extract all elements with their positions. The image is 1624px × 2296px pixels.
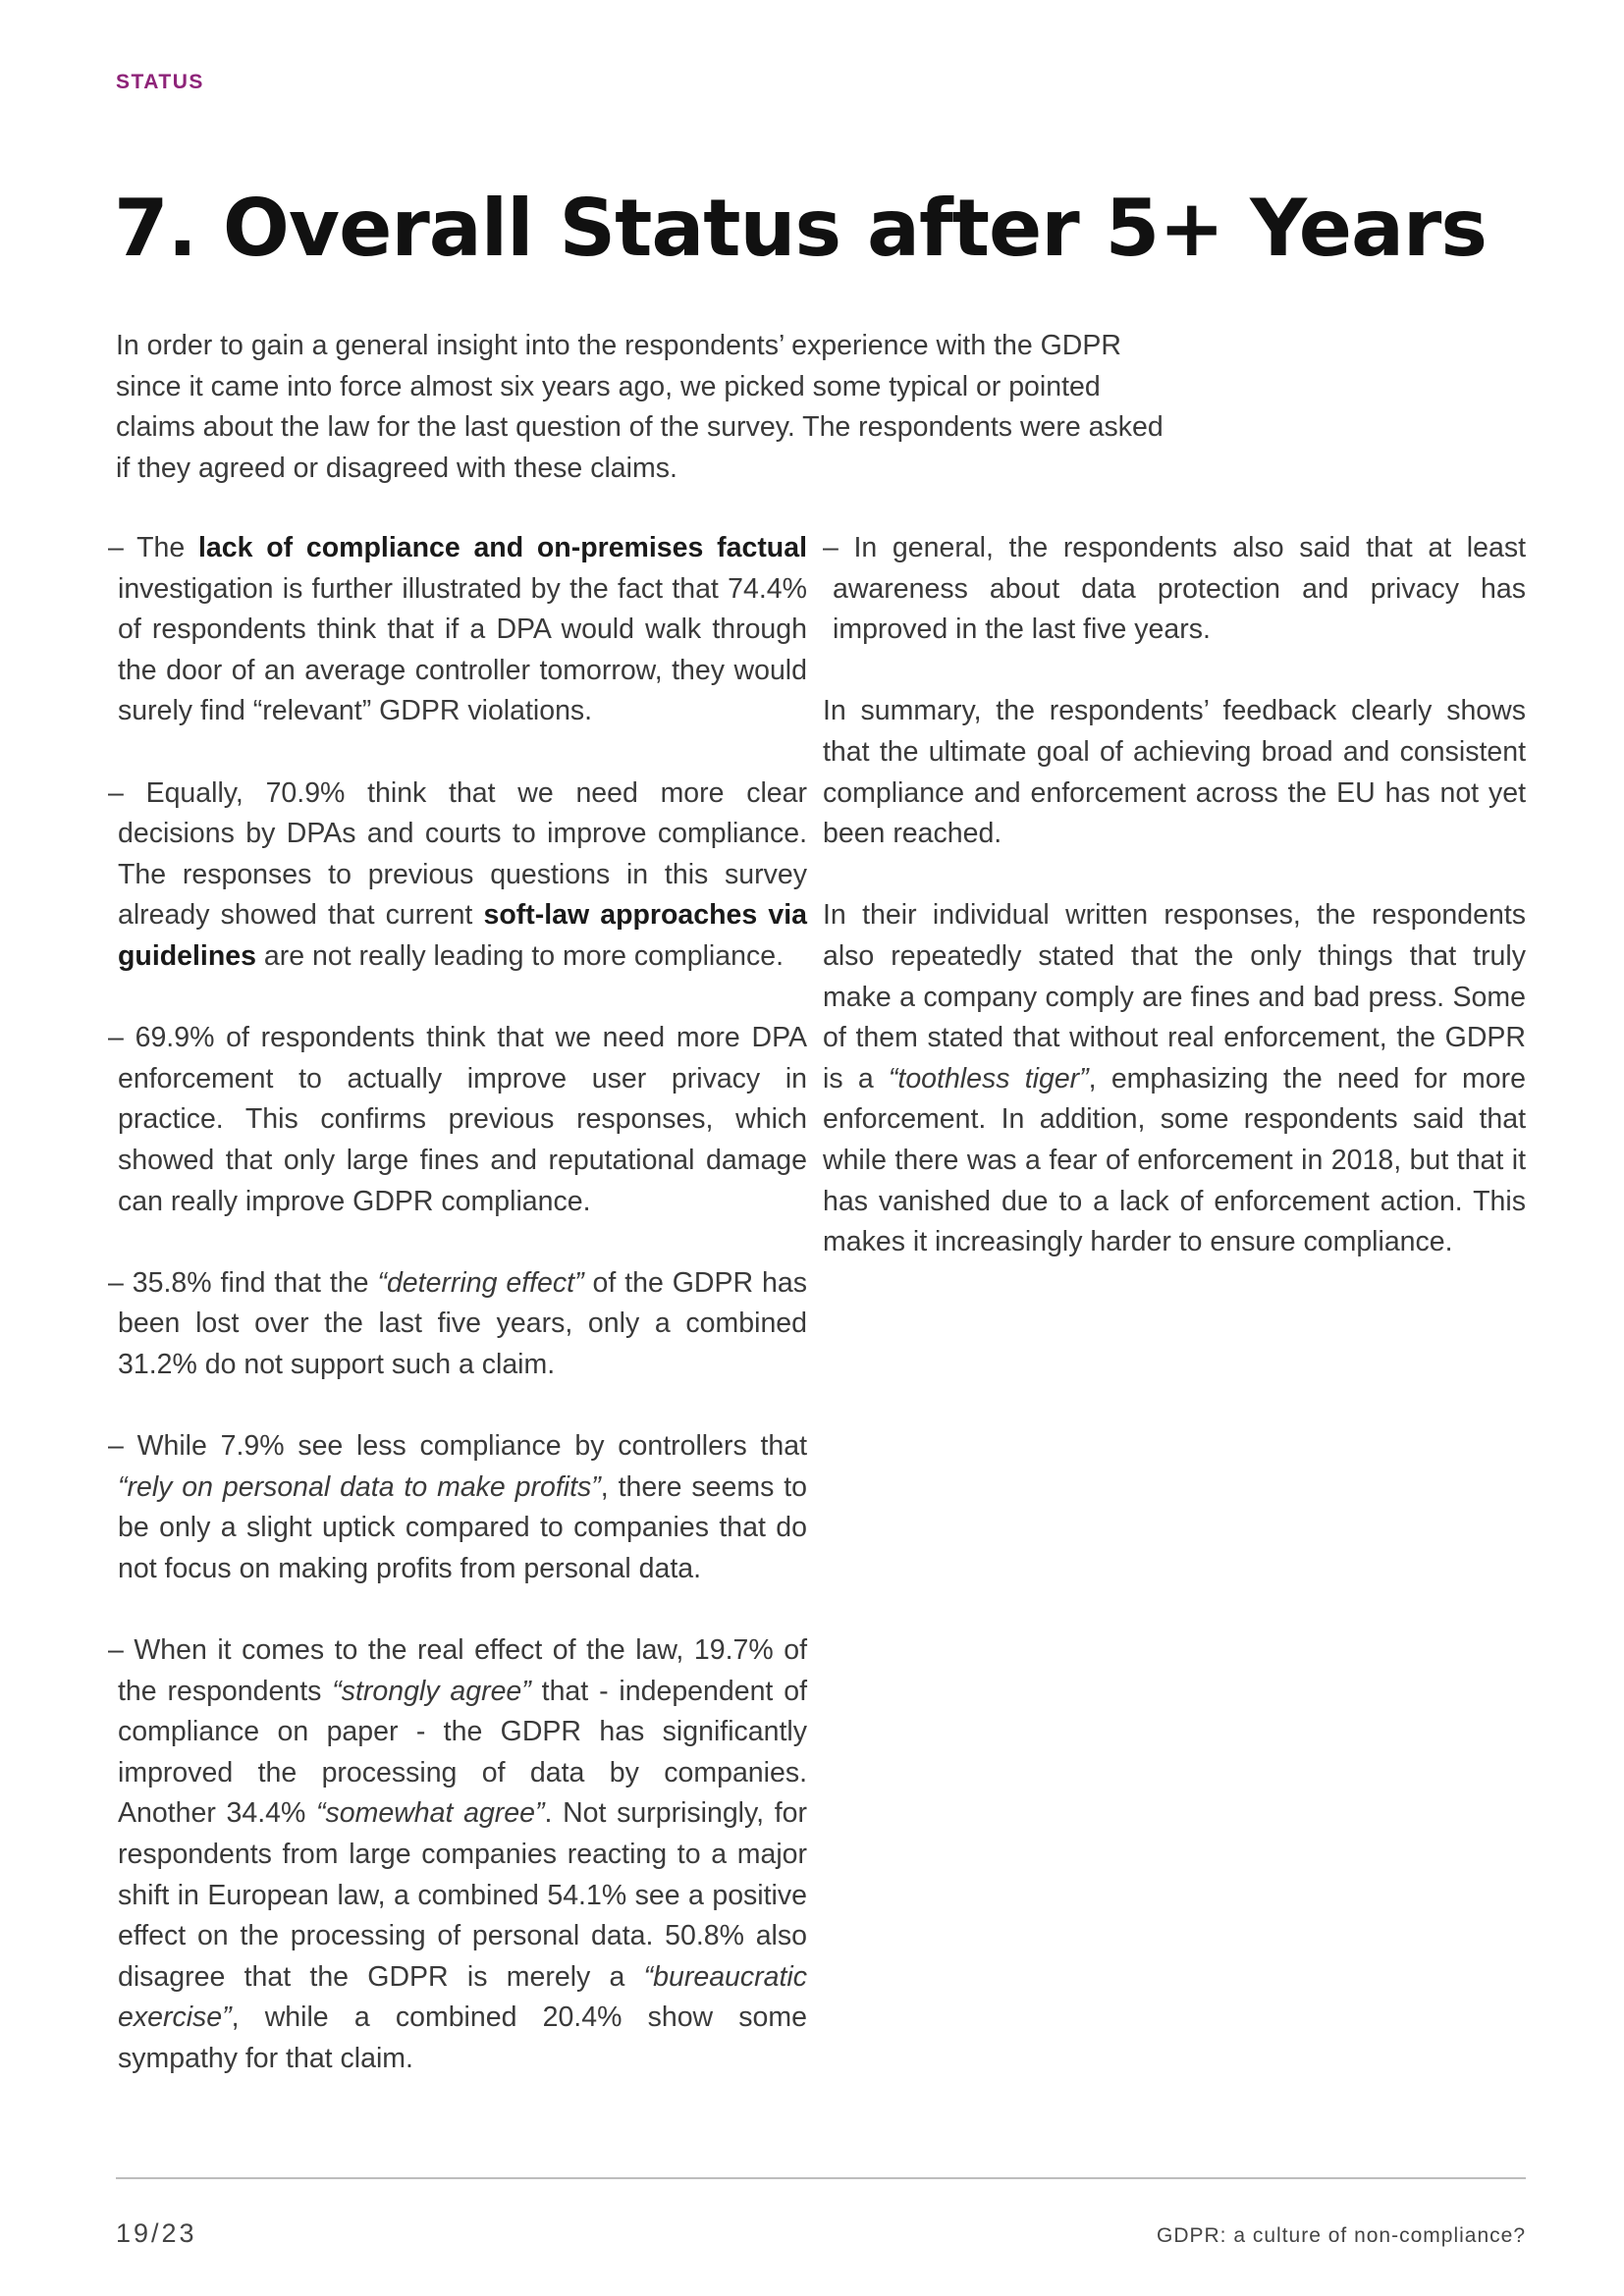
italic-quote: “deterring effect” bbox=[377, 1266, 584, 1299]
bullet-awareness-improved: – In general, the respondents also said that at least awareness about data protection and privacy has improved in the last five years. bbox=[823, 532, 1526, 646]
bullet-dpa-enforcement: – 69.9% of respondents think that we need more DPA enforcement to actually improve user privacy in practice. This confirms previous responses, which showed that only large fines and reputational damage can really improve GDPR compliance. bbox=[108, 1022, 807, 1217]
italic-quote: “strongly agree” bbox=[332, 1675, 531, 1707]
bullet-clear-decisions: – Equally, 70.9% think that we need more clear decisions by DPAs and courts to improve compliance. The responses to previous questions in this survey already showed that current soft-law approaches via guidelines are not really leading to more compliance. bbox=[108, 776, 807, 972]
left-column bbox=[108, 528, 807, 2120]
italic-quote: “somewhat agree” bbox=[316, 1797, 545, 1830]
footer-divider bbox=[116, 2177, 1526, 2179]
bullet-personal-data-profits: – While 7.9% see less compliance by controllers that “rely on personal data to make profits”, there seems to be only a slight uptick compared to companies that do not focus on making profits from personal data. bbox=[108, 1430, 807, 1584]
italic-quote: “toothless tiger” bbox=[888, 1062, 1089, 1095]
italic-quote: “bureaucratic exercise” bbox=[118, 1960, 807, 2034]
bullet-deterring-effect: – 35.8% find that the “deterring effect” of the GDPR has been lost over the last five years, only a combined 31.2% do not support such a claim. bbox=[108, 1266, 807, 1380]
bullet-compliance-investigation: – The lack of compliance and on-premises factual investigation is further illustrated by the fact that 74.4% of respondents think that if a DPA would walk through the door of an average controller tomorrow, they would surely find “relevant” GDPR violations. bbox=[108, 532, 807, 727]
page-number: 19/23 bbox=[116, 2218, 197, 2248]
bold-text: lack of compliance and on-premises factual bbox=[197, 532, 807, 563]
bold-text: soft-law approaches via guidelines bbox=[118, 899, 807, 972]
intro-paragraph: In order to gain a general insight into the respondents’ experience with the GDPR since it came into force almost six years ago, we picked some typical or pointed claims about the law for the last question of the survey. The respondents were asked if they agreed or disagreed with these claims. bbox=[116, 330, 1164, 484]
written-responses-paragraph: In their individual written responses, the respondents also repeatedly stated that the only things that truly make a company comply are fines and bad press. Some of them stated that without real enforcement, the GDPR is a “toothless tiger”, emphasizing the need for more enforcement. In addition, some respondents said that while there was a fear of enforcement in 2018, but that it has vanished due to a lack of enforcement action. This makes it increasingly harder to ensure compliance. bbox=[823, 899, 1526, 1258]
document-title: GDPR: a culture of non-compliance? bbox=[1157, 2224, 1526, 2247]
right-column bbox=[823, 528, 1526, 1304]
summary-paragraph: In summary, the respondents’ feedback clearly shows that the ultimate goal of achieving broad and consistent compliance and enforcement across the EU has not yet been reached. bbox=[823, 695, 1526, 850]
page-title: 7. Overall Status after 5+ Years bbox=[114, 183, 1487, 274]
bullet-real-effect: – When it comes to the real effect of the law, 19.7% of the respondents “strongly agree” that - independent of compliance on paper - the GDPR has significantly improved the processing of data by companies. Another 34.4% “somewhat agree”. Not surprisingly, for respondents from large companies reacting to a major shift in European law, a combined 54.1% see a positive effect on the processing of personal data. 50.8% also disagree that the GDPR is merely a “bureaucratic exercise”, while a combined 20.4% show some sympathy for that claim. bbox=[108, 1634, 808, 2074]
section-label: STATUS bbox=[116, 71, 204, 93]
italic-quote: “rely on personal data to make profits” bbox=[118, 1470, 601, 1503]
